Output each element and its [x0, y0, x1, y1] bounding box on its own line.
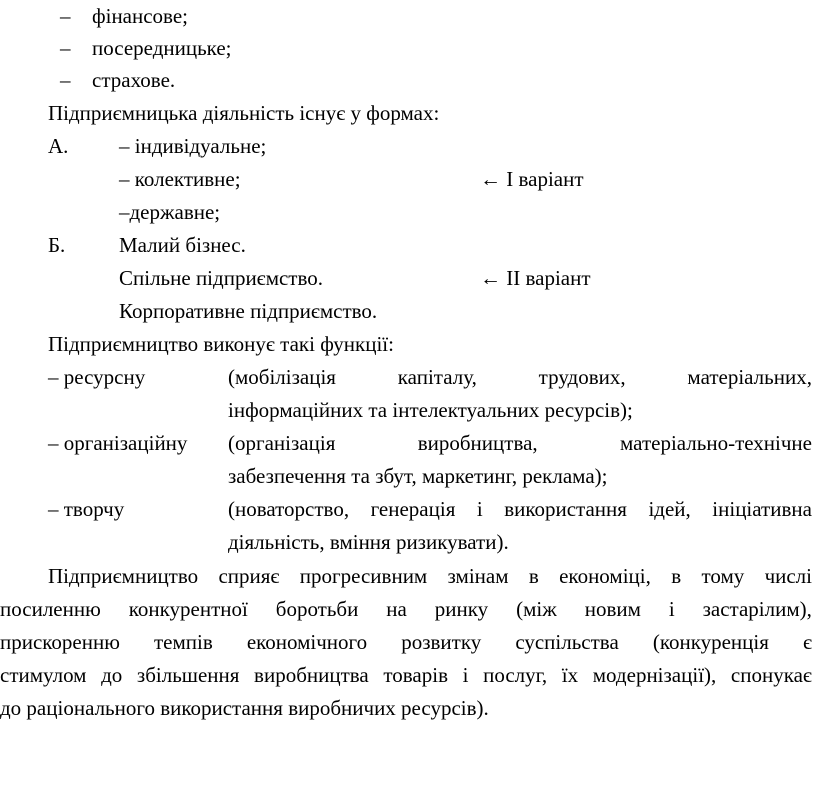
- word: капіталу,: [397, 365, 477, 389]
- function-resource-description-line2: інформаційних та інтелектуальних ресурсів);: [228, 398, 633, 422]
- word: розвитку: [401, 630, 482, 654]
- variant-a-item-collective: – колективне;: [119, 167, 241, 191]
- variant-a-label: А.: [48, 134, 69, 158]
- paragraph-line-4: [0, 659, 812, 692]
- word: є: [802, 630, 812, 654]
- word: і: [462, 663, 469, 687]
- variant-a-item-state: –державне;: [119, 200, 221, 224]
- function-creative-name: – творчу: [48, 497, 125, 521]
- word: боротьби: [275, 597, 359, 621]
- variant-b-item-small-business: Малий бізнес.: [119, 233, 246, 257]
- list-item-insurance: страхове.: [92, 68, 176, 92]
- paragraph-line-1: [48, 560, 812, 593]
- function-organizational-description-line1: [228, 427, 812, 460]
- list-item-financial: фінансове;: [92, 4, 189, 28]
- word: ініціативна: [712, 497, 812, 521]
- function-creative-description-line2: діяльність, вміння ризикувати).: [228, 530, 509, 554]
- word: Підприємництво: [48, 564, 199, 588]
- word: виробництва: [254, 663, 369, 687]
- function-organizational-description-line2: забезпечення та збут, маркетинг, реклама);: [228, 464, 608, 488]
- word: темпів: [153, 630, 213, 654]
- word: і: [668, 597, 675, 621]
- word: спонукає: [730, 663, 812, 687]
- word: суспільства: [515, 630, 619, 654]
- word: (конкуренція: [652, 630, 769, 654]
- word: ідей,: [648, 497, 691, 521]
- variant-a-item-individual: – індивідуальне;: [119, 134, 267, 158]
- function-resource-name: – ресурсну: [48, 365, 146, 389]
- word: стимулом: [0, 663, 87, 687]
- function-resource-description-line1: [228, 361, 812, 394]
- word: використання: [504, 497, 627, 521]
- word: числі: [764, 564, 812, 588]
- function-creative-description-line1: [228, 493, 812, 526]
- variant-a-arrow-note: ← І варіант: [480, 167, 584, 191]
- list-dash: –: [60, 36, 71, 60]
- paragraph-line-2: [0, 593, 812, 626]
- word: застарілим),: [702, 597, 812, 621]
- list-dash: –: [60, 68, 71, 92]
- function-organizational-name: – організаційну: [48, 431, 188, 455]
- word: виробництва,: [417, 431, 538, 455]
- word: в: [528, 564, 539, 588]
- word: модернізації),: [592, 663, 717, 687]
- word: ринку: [434, 597, 489, 621]
- word: (організація: [228, 431, 336, 455]
- list-dash: –: [60, 4, 71, 28]
- word: трудових,: [538, 365, 626, 389]
- word: на: [386, 597, 407, 621]
- word: конкурентної: [128, 597, 248, 621]
- word: посиленню: [0, 597, 101, 621]
- word: (мобілізація: [228, 365, 336, 389]
- word: матеріальних,: [687, 365, 812, 389]
- word: економічного: [246, 630, 368, 654]
- variant-b-label: Б.: [48, 233, 66, 257]
- word: новим: [584, 597, 641, 621]
- functions-heading: Підприємництво виконує такі функції:: [48, 332, 394, 356]
- word: матеріально-технічне: [620, 431, 812, 455]
- word: послуг,: [483, 663, 548, 687]
- list-item-intermediary: посередницьке;: [92, 36, 232, 60]
- word: товарів: [383, 663, 448, 687]
- word: (новаторство,: [228, 497, 350, 521]
- word: в: [671, 564, 682, 588]
- forms-heading: Підприємницька діяльність існує у формах:: [48, 101, 440, 125]
- variant-b-item-corporate-enterprise: Корпоративне підприємство.: [119, 299, 378, 323]
- word: і: [476, 497, 483, 521]
- word: змінам: [447, 564, 509, 588]
- word: до: [101, 663, 123, 687]
- word: генерація: [370, 497, 456, 521]
- word: сприяє: [218, 564, 280, 588]
- word: прогресивним: [299, 564, 428, 588]
- variant-b-item-joint-enterprise: Спільне підприємство.: [119, 266, 324, 290]
- word: тому: [701, 564, 745, 588]
- paragraph-last-line: до раціонального використання виробничих ресурсів).: [0, 696, 489, 720]
- word: (між: [516, 597, 557, 621]
- paragraph-line-3: [0, 626, 812, 659]
- word: економіці,: [559, 564, 651, 588]
- word: прискоренню: [0, 630, 120, 654]
- variant-b-arrow-note: ← ІІ варіант: [480, 266, 591, 290]
- word: їх: [561, 663, 579, 687]
- word: збільшення: [136, 663, 240, 687]
